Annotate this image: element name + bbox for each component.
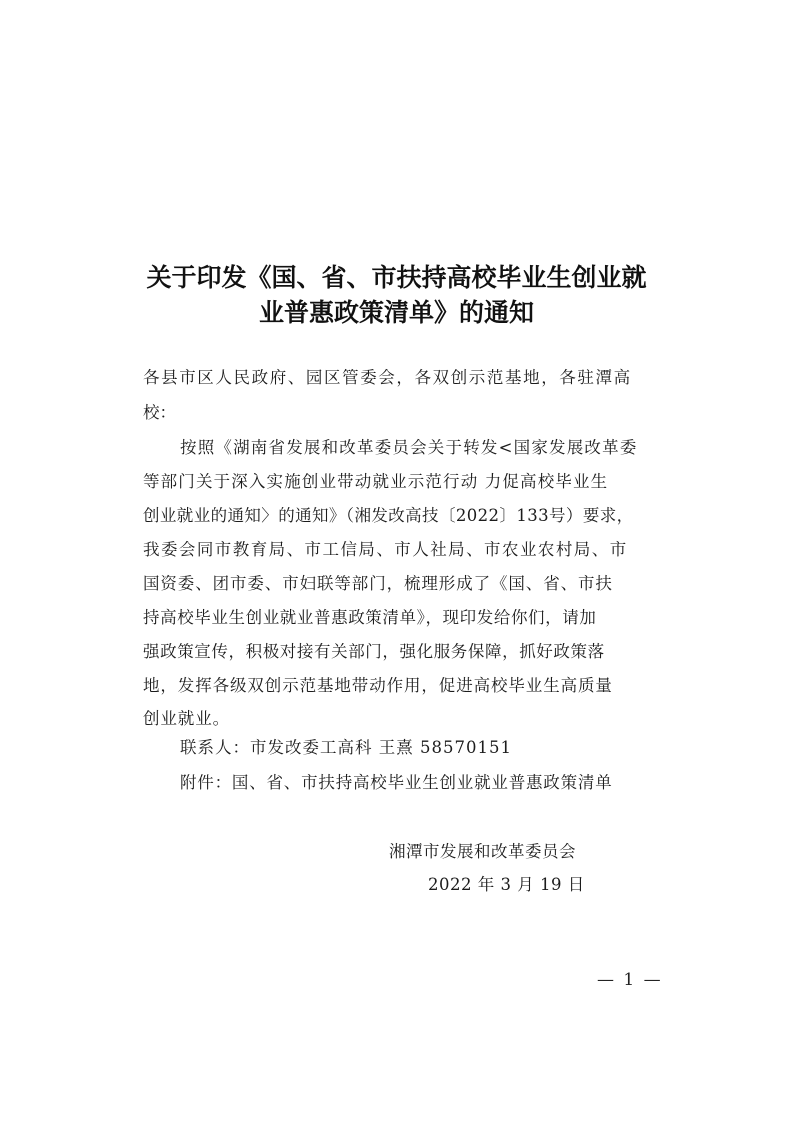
body-line-8: 地，发挥各级双创示范基地带动作用，促进高校毕业生高质量 (143, 676, 613, 695)
body-line-1: 按照《湖南省发展和改革委员会关于转发<国家发展改革委 (180, 438, 638, 457)
body-line-7: 强政策宣传，积极对接有关部门，强化服务保障，抓好政策落 (143, 642, 605, 661)
salutation-line-1: 各县市区人民政府、园区管委会，各双创示范基地，各驻潭高 (143, 368, 632, 387)
body-line-5: 国资委、团市委、市妇联等部门，梳理形成了《国、省、市扶 (143, 574, 613, 593)
attachment-line: 附件：国、省、市扶持高校毕业生创业就业普惠政策清单 (180, 773, 613, 792)
document-title-line-2: 业普惠政策清单》的通知 (258, 298, 534, 327)
body-line-9: 创业就业。 (143, 709, 230, 728)
body-line-3: 创业就业的通知〉的通知》（湘发改高技〔2022〕133号）要求， (143, 506, 634, 525)
salutation-line-2: 校： (143, 403, 176, 422)
body-line-4: 我委会同市教育局、市工信局、市人社局、市农业农村局、市 (143, 540, 628, 559)
document-title-line-1: 关于印发《国、省、市扶持高校毕业生创业就 (146, 263, 647, 292)
body-line-2: 等部门关于深入实施创业带动就业示范行动 力促高校毕业生 (143, 472, 609, 491)
page-number: — 1 — (597, 970, 663, 990)
issue-date: 2022 年 3 月 19 日 (428, 875, 585, 894)
body-line-6: 持高校毕业生创业就业普惠政策清单》，现印发给你们，请加 (143, 608, 597, 627)
issuer-name: 湘潭市发展和改革委员会 (389, 842, 576, 861)
contact-line: 联系人：市发改委工高科 王熹 58570151 (180, 738, 512, 757)
